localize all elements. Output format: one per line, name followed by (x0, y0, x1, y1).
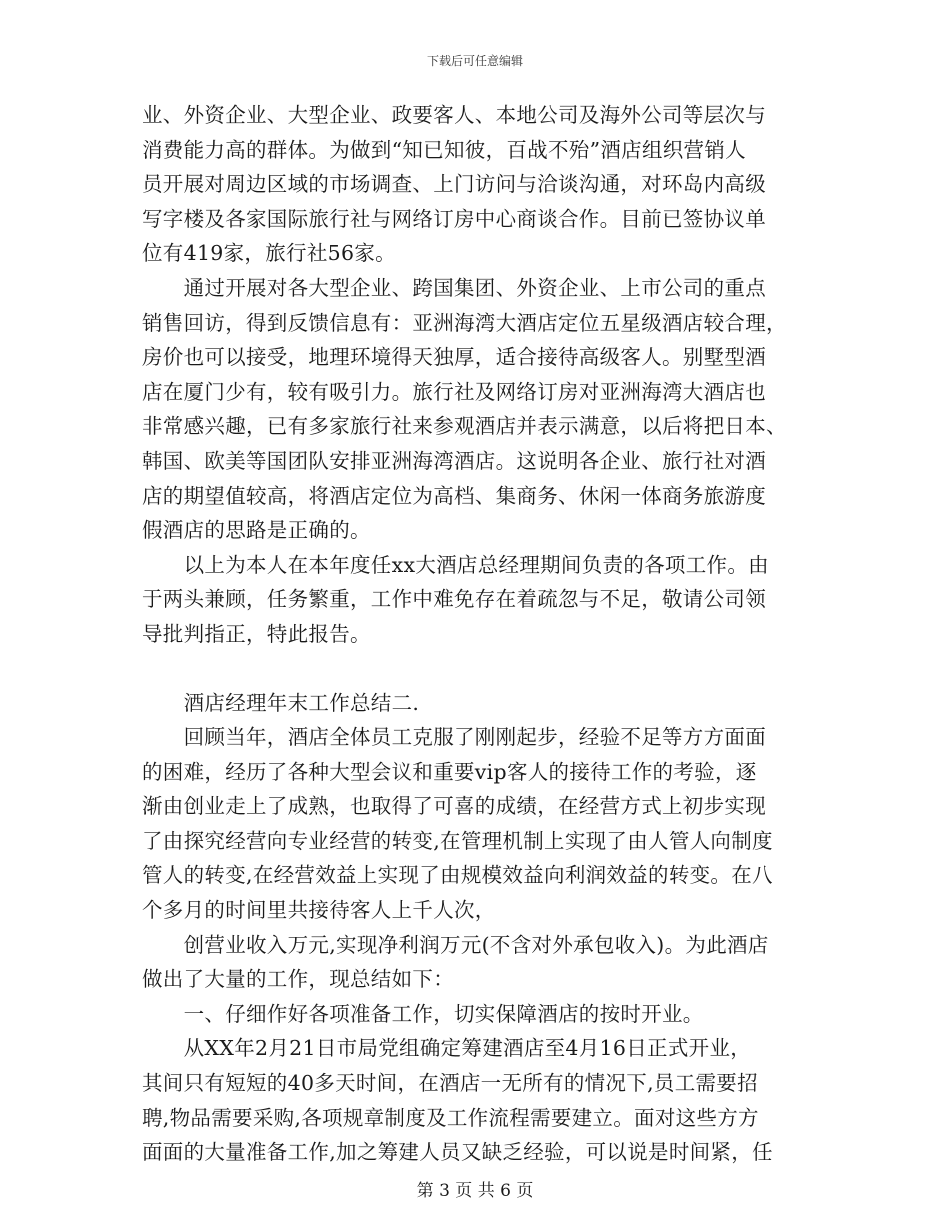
paragraph-4: 回顾当年，酒店全体员工克服了刚刚起步，经验不足等方方面面 的困难，经历了各种大型会议和重要vip客人的接待工作的考验，逐 渐由创业走上了成熟，也取得了可喜的成绩，在经营方式上初步实现 了由探究经营向专业经营的转变,在管理机制上实现了由人管人向制度 管人的转变,在经营效益上实现了由规模效益向利润效益的转变。在八 个多月的时间里共接待客人上千人次， (142, 725, 773, 923)
paragraph-spacer (142, 652, 810, 686)
page-header: 下载后可任意编辑 (426, 54, 523, 68)
document-body (142, 98, 810, 1170)
paragraph-7: 从XX年2月21日市局党组确定筹建酒店至4月16日正式开业， 其间只有短短的40多天时间，在酒店一无所有的情况下,员工需要招 聘,物品需要采购,各项规章制度及工作流程需要建立。面对这些方方 面面的大量准备工作,加之筹建人员又缺乏经验，可以说是时间紧，任 (142, 1036, 773, 1165)
paragraph-2: 通过开展对各大型企业、跨国集团、外资企业、上市公司的重点 销售回访，得到反馈信息有：亚洲海湾大酒店定位五星级酒店较合理， 房价也可以接受，地理环境得天独厚，适合接待高级客人。别墅型酒 店在厦门少有，较有吸引力。旅行社及网络订房对亚洲海湾大酒店也 非常感兴趣，已有多家旅行社来参观酒店并表示满意，以后将把日本、 韩国、欧美等国团队安排亚洲海湾酒店。这说明各企业、旅行社对酒 店的期望值较高，将酒店定位为高档、集商务、休闲一体商务旅游度 假酒店的思路是正确的。 (142, 275, 787, 543)
page-footer: 第 3 页 共 6 页 (416, 1181, 534, 1201)
paragraph-3: 以上为本人在本年度任xx大酒店总经理期间负责的各项工作。由 于两头兼顾，任务繁重，工作中难免存在着疏忽与不足，敬请公司领 导批判指正，特此报告。 (142, 552, 769, 646)
paragraph-1: 业、外资企业、大型企业、政要客人、本地公司及海外公司等层次与 消费能力高的群体。为做到“知已知彼，百战不殆”酒店组织营销人 员开展对周边区域的市场调查、上门访问与洽谈沟通，对环岛内高级 写字楼及各家国际旅行社与网络订房中心商谈合作。目前已签协议单 位有419家，旅行社56家。 (142, 103, 766, 266)
paragraph-6: 一、仔细作好各项准备工作，切实保障酒店的按时开业。 (142, 1001, 704, 1026)
paragraph-5: 创营业收入万元,实现净利润万元(不含对外承包收入)。为此酒店 做出了大量的工作，现总结如下： (142, 932, 769, 992)
section-title: 酒店经理年末工作总结二. (142, 690, 420, 715)
